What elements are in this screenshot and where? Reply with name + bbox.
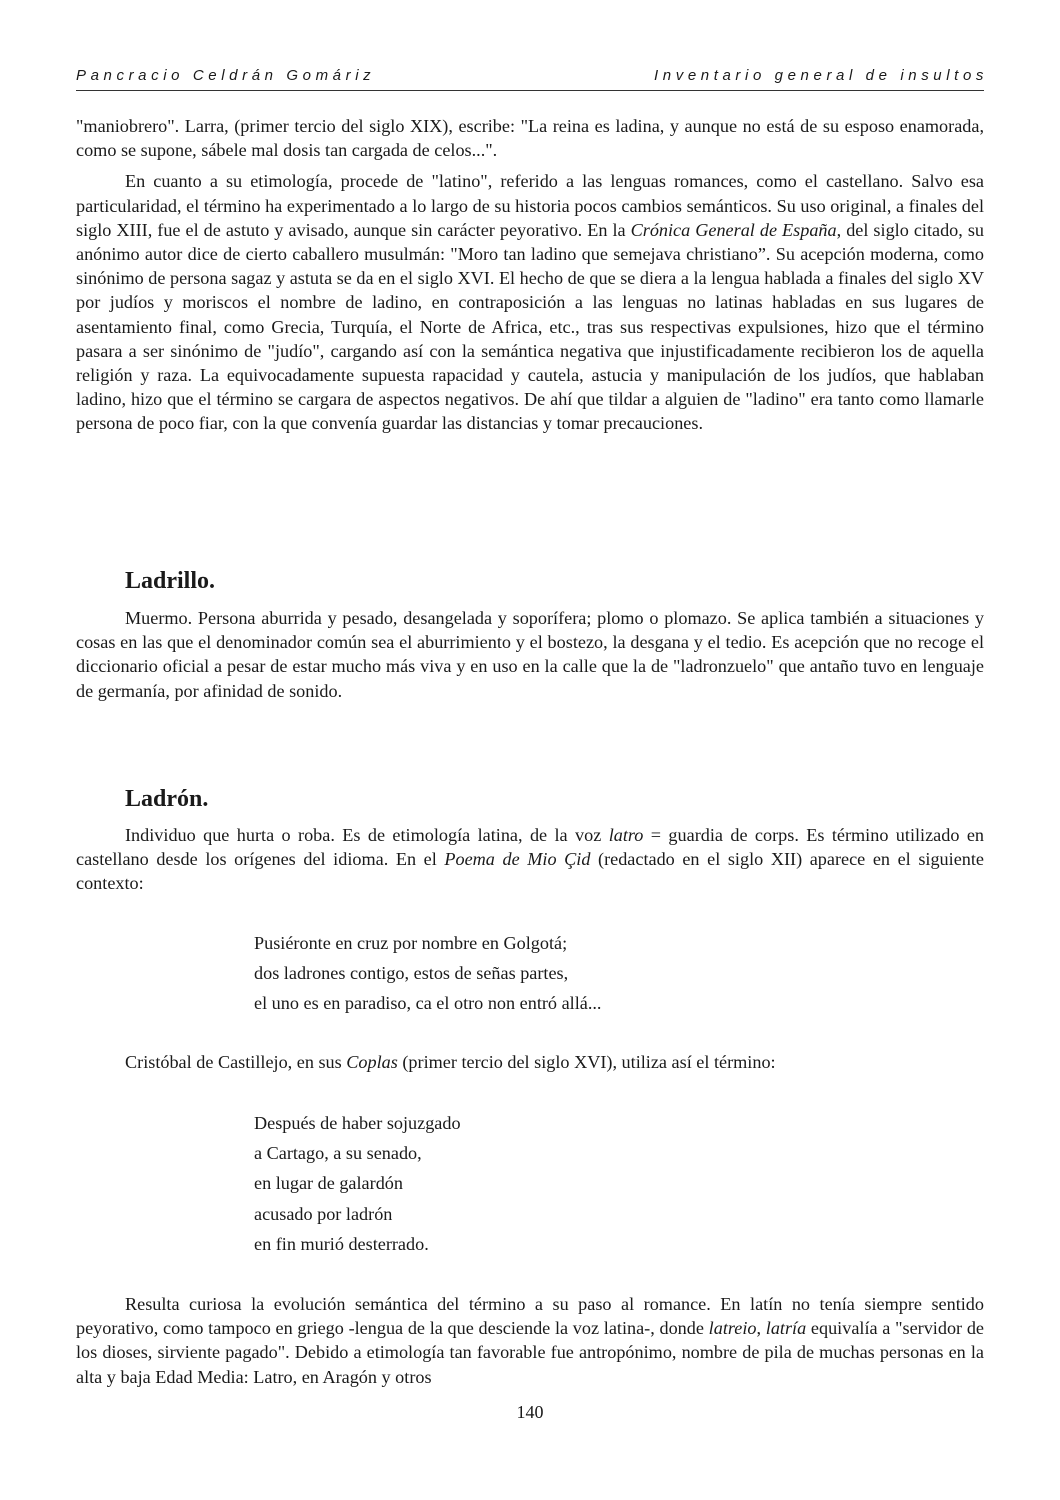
paragraph — [76, 1292, 984, 1389]
italic-word: latro — [608, 825, 644, 845]
paragraph — [76, 823, 984, 896]
italic-word: latreio — [708, 1318, 757, 1339]
text-run: equivalía a "servidor de los dioses, sirviente pagado". Debido a etimología tan favorable fue antropónimo, nombre de pila de muchas personas en la alta y baja Edad Media: Latro, en Aragón y otros — [76, 1318, 984, 1387]
text-run: En cuanto a su etimología, procede de "latino", referido a las lenguas romances, como el castellano. Salvo esa particularidad, el término ha experimentado a lo largo de su historia pocos cambios semánticos. Su uso original, a finales del siglo XIII, fue el de astuto y avisado, aunque sin carácter peyorativo. En la — [76, 171, 984, 240]
paragraph: "maniobrero". Larra, (primer tercio del siglo XIX), escribe: "La reina es ladina, y aunque no está de su esposo enamorada, como se supone, sábele mal dosis tan cargada de celos...". — [76, 116, 984, 161]
verse-quote-mio-cid — [254, 928, 601, 1019]
italic-title: Poema de Mio Çid — [444, 849, 591, 870]
italic-word: latría — [765, 1318, 807, 1339]
text-run: , — [756, 1318, 766, 1339]
text-run: Cristóbal de Castillejo, en sus — [125, 1052, 347, 1072]
text-run: Individuo que hurta o roba. Es de etimología latina, de la voz — [125, 825, 609, 845]
text-run: (primer tercio del siglo XVI), utiliza así el término: — [397, 1052, 776, 1072]
header-author: Pancracio Celdrán Gomáriz — [76, 67, 376, 84]
paragraph: Muermo. Persona aburrida y pesado, desangelada y soporífera; plomo o plomazo. Se aplica también a situaciones y cosas en las que el denominador común sea el aburrimiento y el bostezo, la desgana y el tedio. Es acepción que no recoge el diccionario oficial a pesar de estar mucho más viva y en uso en la calle que la de "ladronzuelo" que antaño tuvo en lenguaje de germanía, por afinidad de sonido. — [76, 608, 984, 701]
italic-title: Crónica General de España — [630, 219, 837, 240]
italic-title: Coplas — [346, 1052, 398, 1072]
text-run: = guardia de corps. Es término utilizado en castellano desde los orígenes del idioma. En el — [76, 825, 985, 870]
text-run: Resulta curiosa la evolución semántica del término a su paso al romance. En latín no tenía siempre sentido peyorativo, como tampoco en griego -lengua de la que desciende la voz latina-, donde — [76, 1294, 984, 1339]
entry-heading-ladron: Ladrón. — [125, 786, 209, 812]
paragraph — [76, 169, 984, 435]
verse-line: acusado por ladrón — [254, 1203, 393, 1224]
text-run: (redactado en el siglo XII) aparece en el siguiente contexto: — [76, 849, 984, 894]
running-header — [76, 67, 988, 89]
entry-heading-ladrillo: Ladrillo. — [125, 568, 216, 594]
header-title: Inventario general de insultos — [654, 67, 988, 84]
page-number: 140 — [516, 1402, 544, 1422]
verse-line: a Cartago, a su senado, — [254, 1143, 422, 1164]
verse-line: Después de haber sojuzgado — [254, 1113, 461, 1133]
verse-line: en fin murió desterrado. — [254, 1233, 429, 1254]
verse-line: Pusiéronte en cruz por nombre en Golgotá; — [254, 933, 568, 953]
entry-ladrillo-body — [76, 606, 984, 703]
header-rule — [76, 90, 984, 91]
text-run: , del siglo citado, su anónimo autor dice de cierto caballero musulmán: "Moro tan ladino que semejava christiano”. Su acepción moderna, como sinónimo de persona sagaz y astuta se da en el siglo XVI. El hecho de que se diera a la lengua hablada a finales del siglo XV por judíos y moriscos el nombre de ladino, en contraposición a las lenguas no latinas habladas en sus lugares de asentamiento final, como Grecia, Turquía, el Norte de Africa, etc., tras sus respectivas expulsiones, hizo que el término pasara a ser sinónimo de "judío", cargando así con la semántica negativa que injustificadamente recibieron los de aquella religión y raza. La equivocadamente supuesta rapacidad y cautela, astucia y manipulación de los judíos, que hablaban ladino, hizo que el término se cargara de aspectos negativos. De ahí que tildar a alguien de "ladino" era tanto como llamarle persona de poco fiar, con la que convenía guardar las distancias y tomar precauciones. — [76, 219, 985, 434]
citation-line — [125, 1052, 776, 1073]
entry-ladron-final — [76, 1292, 984, 1389]
verse-line: en lugar de galardón — [254, 1173, 403, 1194]
verse-quote-castillejo — [254, 1108, 461, 1259]
section-ladino-continuation — [76, 114, 984, 436]
entry-ladron-intro — [76, 823, 984, 896]
verse-line: dos ladrones contigo, estos de señas partes, — [254, 963, 569, 984]
verse-line: el uno es en paradiso, ca el otro non entró allá... — [254, 993, 602, 1014]
